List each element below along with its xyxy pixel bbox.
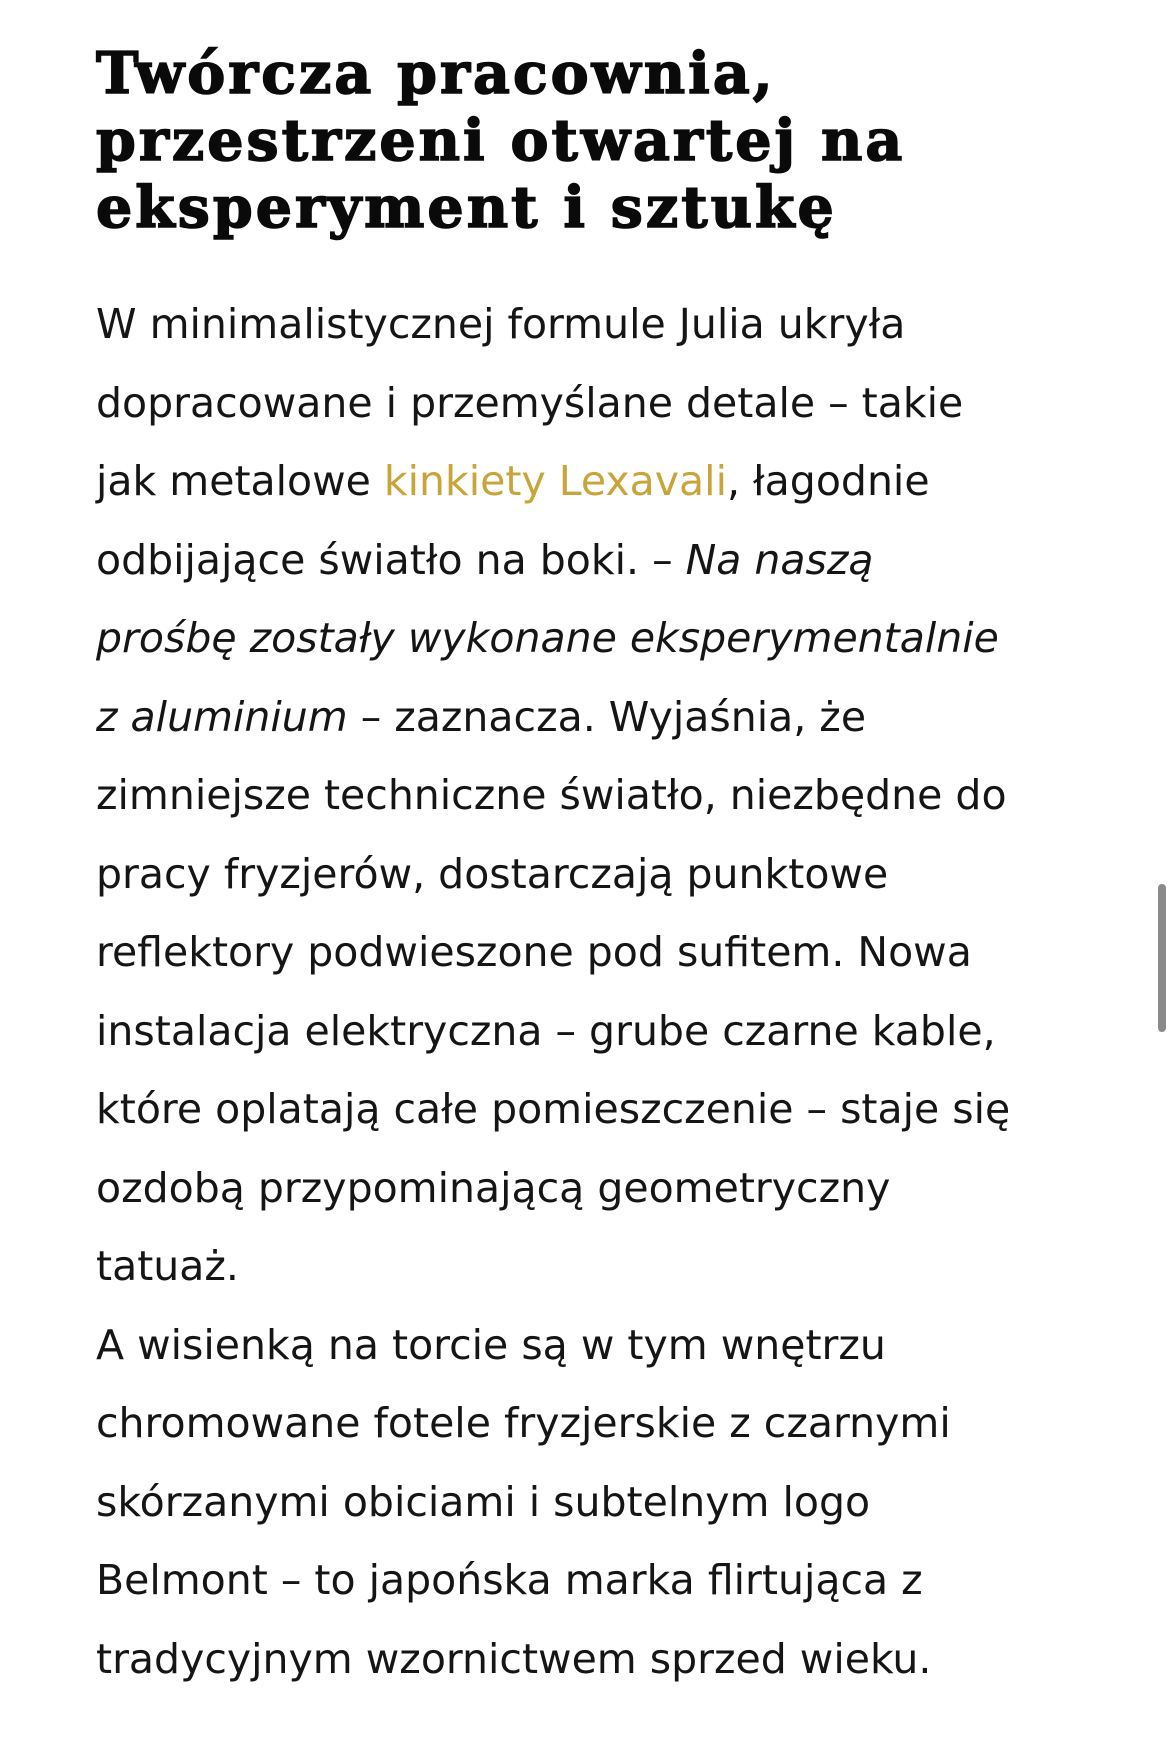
quote-line: prośbę zostały wykonane eksperymentalnie: [96, 614, 999, 662]
paragraph-line: A wisienką na torcie są w tym wnętrzu: [96, 1320, 886, 1369]
paragraph-line: zimniejsze techniczne światło, niezbędne do: [96, 771, 1007, 819]
paragraph-line: [96, 678, 1086, 757]
text-segment: odbijające światło na boki. –: [96, 535, 686, 584]
paragraph-line: chromowane fotele fryzjerskie z czarnymi: [96, 1399, 951, 1447]
paragraph-line: ozdobą przypominającą geometryczny: [96, 1163, 891, 1212]
paragraph-line: [96, 442, 1086, 521]
paragraph-line: Belmont – to japońska marka flirtująca z: [96, 1556, 923, 1604]
text-segment: jak metalowe: [96, 457, 384, 505]
quote-segment: Na naszą: [685, 535, 874, 584]
paragraph-line: dopracowane i przemyślane detale – takie: [96, 378, 964, 427]
paragraph-line: pracy fryzjerów, dostarczają punktowe: [96, 849, 889, 898]
paragraph-line: reflektory podwieszone pod sufitem. Nowa: [96, 928, 972, 976]
paragraph-1: [96, 285, 1086, 1306]
paragraph-line: tradycyjnym wzornictwem sprzed wieku.: [96, 1634, 932, 1683]
text-segment: – zaznacza. Wyjaśnia, że: [347, 692, 867, 741]
article-body: [96, 285, 1086, 1698]
paragraph-line: tatuaż.: [96, 1242, 239, 1290]
paragraph-2: [96, 1306, 1086, 1699]
paragraph-line: skórzanymi obiciami i subtelnym logo: [96, 1477, 871, 1526]
scrollbar-thumb[interactable]: [1158, 884, 1166, 1032]
heading-line: przestrzeni otwartej na: [96, 107, 906, 174]
paragraph-line: W minimalistycznej formule Julia ukryła: [96, 300, 906, 348]
kinkiety-lexavali-link[interactable]: kinkiety Lexavali: [383, 457, 727, 505]
paragraph-line: które oplatają całe pomieszczenie – staje się: [96, 1085, 1011, 1133]
paragraph-line: [96, 521, 1086, 600]
article-heading: [96, 40, 1086, 241]
heading-line: eksperyment i sztukę: [96, 174, 837, 241]
article: [96, 40, 1086, 1698]
quote-segment: z aluminium: [96, 692, 348, 741]
paragraph-line: instalacja elektryczna – grube czarne kable,: [96, 1006, 996, 1055]
text-segment: , łagodnie: [726, 457, 930, 505]
heading-line: Twórcza pracownia,: [96, 40, 776, 107]
